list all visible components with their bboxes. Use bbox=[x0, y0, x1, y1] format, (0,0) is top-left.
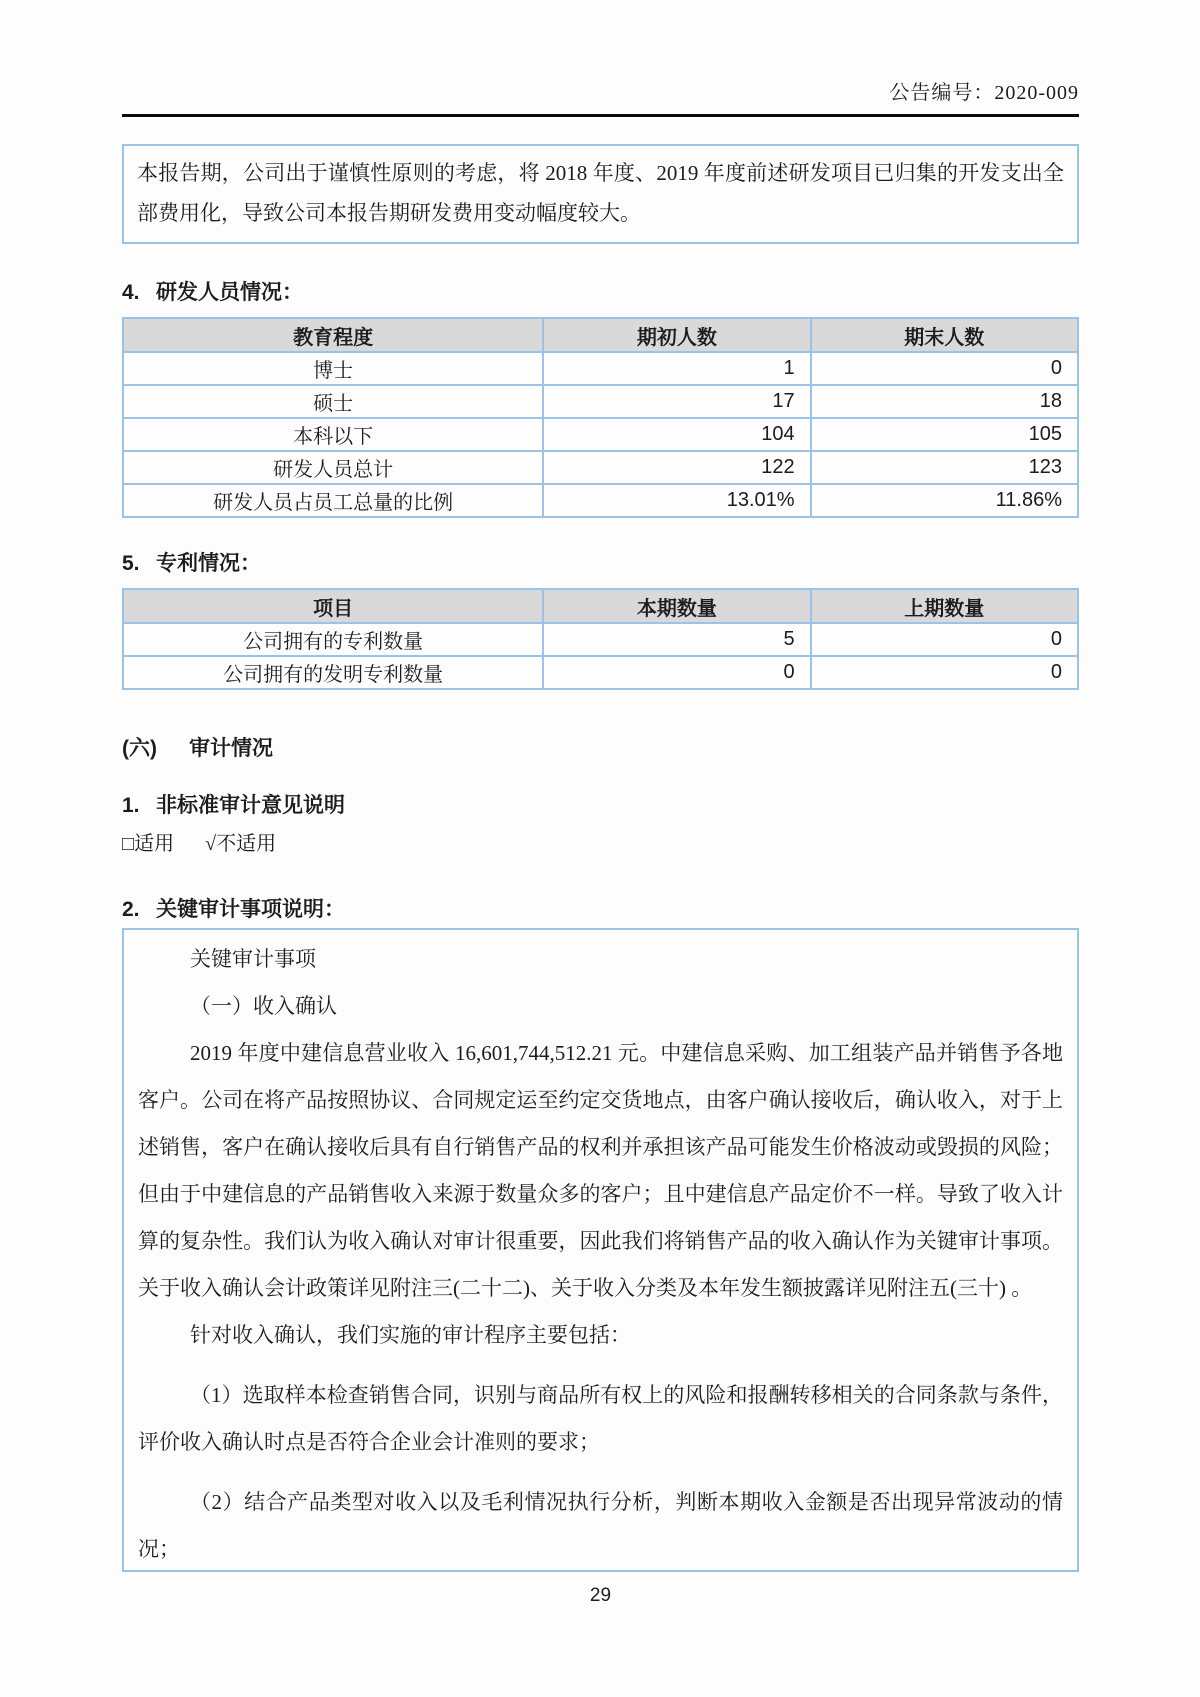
col-header-current-count: 本期数量 bbox=[543, 589, 810, 623]
cell-value: 0 bbox=[811, 623, 1078, 656]
audit-box-heading: 关键审计事项 bbox=[190, 947, 316, 971]
cell-value: 104 bbox=[543, 418, 810, 451]
key-audit-matters-box bbox=[122, 928, 1079, 1572]
checkbox-applicable: □适用 bbox=[122, 833, 175, 855]
section5-number: 5. bbox=[122, 552, 140, 575]
item2-title: 关键审计事项说明： bbox=[156, 898, 345, 921]
row-label: 公司拥有的专利数量 bbox=[123, 623, 543, 656]
table-row bbox=[123, 418, 1078, 451]
audit-procedure-2: （2）结合产品类型对收入以及毛利情况执行分析，判断本期收入金额是否出现异常波动的情况； bbox=[138, 1490, 1063, 1561]
table-row bbox=[123, 451, 1078, 484]
header-rule bbox=[122, 114, 1079, 117]
audit-box-subheading: （一）收入确认 bbox=[190, 994, 337, 1018]
row-label: 研发人员总计 bbox=[123, 451, 543, 484]
cell-value: 11.86% bbox=[811, 484, 1078, 517]
section6-item1-heading bbox=[122, 793, 1079, 818]
section6-item2-heading bbox=[122, 897, 1079, 922]
cell-value: 105 bbox=[811, 418, 1078, 451]
cell-value: 123 bbox=[811, 451, 1078, 484]
col-header-prior-count: 上期数量 bbox=[811, 589, 1078, 623]
table-row bbox=[123, 352, 1078, 385]
col-header-education: 教育程度 bbox=[123, 318, 543, 352]
cell-value: 122 bbox=[543, 451, 810, 484]
page-number: 29 bbox=[589, 1585, 612, 1606]
rd-personnel-table bbox=[122, 317, 1079, 518]
table-row bbox=[123, 385, 1078, 418]
section6-heading bbox=[122, 736, 1079, 761]
checkbox-not-applicable: √不适用 bbox=[205, 833, 277, 855]
table-row bbox=[123, 656, 1078, 689]
intro-note-box bbox=[122, 144, 1079, 244]
section4-heading bbox=[122, 280, 1079, 305]
cell-value: 1 bbox=[543, 352, 810, 385]
item2-number: 2. bbox=[122, 898, 140, 921]
doc-number: 公告编号：2020-009 bbox=[889, 82, 1079, 104]
item1-title: 非标准审计意见说明 bbox=[156, 794, 345, 817]
col-header-item: 项目 bbox=[123, 589, 543, 623]
cell-value: 18 bbox=[811, 385, 1078, 418]
cell-value: 17 bbox=[543, 385, 810, 418]
table-header-row bbox=[123, 589, 1078, 623]
table-row bbox=[123, 484, 1078, 517]
row-label: 硕士 bbox=[123, 385, 543, 418]
cell-value: 0 bbox=[811, 352, 1078, 385]
intro-note-text: 本报告期，公司出于谨慎性原则的考虑，将 2018 年度、2019 年度前述研发项目已归集的开发支出全部费用化，导致公司本报告期研发费用变动幅度较大。 bbox=[137, 161, 1064, 225]
col-header-end-count: 期末人数 bbox=[811, 318, 1078, 352]
item1-number: 1. bbox=[122, 794, 140, 817]
table-header-row bbox=[123, 318, 1078, 352]
row-label: 公司拥有的发明专利数量 bbox=[123, 656, 543, 689]
row-label: 研发人员占员工总量的比例 bbox=[123, 484, 543, 517]
audit-paragraph-revenue: 2019 年度中建信息营业收入 16,601,744,512.21 元。中建信息采购、加工组装产品并销售予各地客户。公司在将产品按照协议、合同规定运至约定交货地点，由客户确认接收后，确认收入，对于上述销售，客户在确认接收后具有自行销售产品的权利并承担该产品可能发生价格波动或毁损的风险；但由于中建信息的产品销售收入来源于数量众多的客户；且中建信息产品定价不一样。导致了收入计算的复杂性。我们认为收入确认对审计很重要，因此我们将销售产品的收入确认作为关键审计事项。关于收入确认会计政策详见附注三(二十二)、关于收入分类及本年发生额披露详见附注五(三十) 。 bbox=[138, 1041, 1063, 1300]
patent-table bbox=[122, 588, 1079, 690]
section6-title: 审计情况 bbox=[189, 737, 273, 760]
section6-number: (六) bbox=[122, 737, 157, 760]
audit-paragraph-procedures-intro: 针对收入确认，我们实施的审计程序主要包括： bbox=[190, 1323, 631, 1347]
col-header-begin-count: 期初人数 bbox=[543, 318, 810, 352]
section4-number: 4. bbox=[122, 281, 140, 304]
section4-title: 研发人员情况： bbox=[156, 281, 303, 304]
row-label: 本科以下 bbox=[123, 418, 543, 451]
section5-heading bbox=[122, 551, 1079, 576]
table-row bbox=[123, 623, 1078, 656]
applicability-row bbox=[122, 831, 1079, 857]
section5-title: 专利情况： bbox=[156, 552, 261, 575]
cell-value: 13.01% bbox=[543, 484, 810, 517]
cell-value: 0 bbox=[811, 656, 1078, 689]
cell-value: 5 bbox=[543, 623, 810, 656]
cell-value: 0 bbox=[543, 656, 810, 689]
audit-procedure-1: （1）选取样本检查销售合同，识别与商品所有权上的风险和报酬转移相关的合同条款与条件，评价收入确认时点是否符合企业会计准则的要求； bbox=[138, 1383, 1063, 1454]
row-label: 博士 bbox=[123, 352, 543, 385]
